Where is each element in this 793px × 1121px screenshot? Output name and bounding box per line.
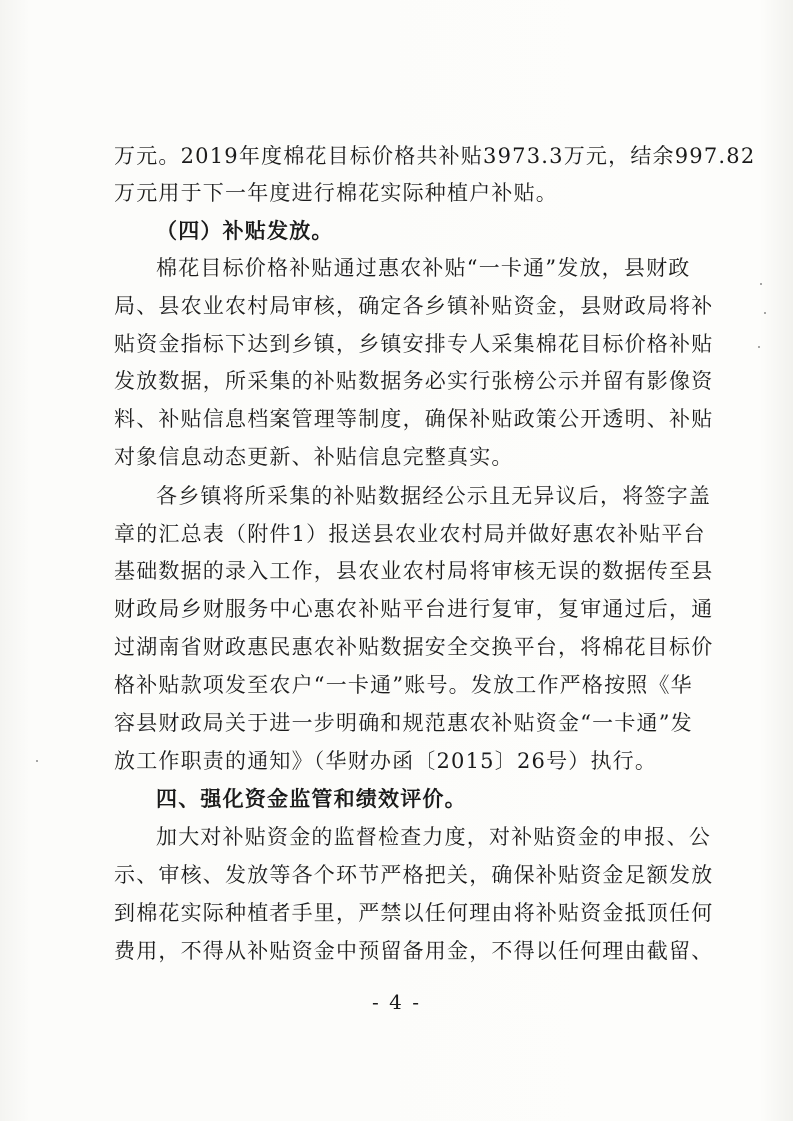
scan-speck: [758, 346, 760, 348]
paragraph-line: 料、补贴信息档案管理等制度，确保补贴政策公开透明、补贴: [114, 407, 714, 431]
paragraph-line: 过湖南省财政惠民惠农补贴数据安全交换平台，将棉花目标价: [114, 635, 714, 659]
paragraph-line: 贴资金指标下达到乡镇，乡镇安排专人采集棉花目标价格补贴: [114, 332, 714, 356]
section-heading: 四、强化资金监管和绩效评价。: [156, 787, 467, 811]
paragraph-line: 到棉花实际种植者手里，严禁以任何理由将补贴资金抵顶任何: [114, 901, 714, 925]
paragraph-line: 放工作职责的通知》（华财办函〔2015〕26号）执行。: [114, 749, 658, 773]
paragraph-line: 格补贴款项发至农户“一卡通”账号。发放工作严格按照《华: [114, 673, 693, 697]
section-heading: （四）补贴发放。: [156, 219, 334, 243]
paragraph-line: 容县财政局关于进一步明确和规范惠农补贴资金“一卡通”发: [114, 711, 693, 735]
paragraph-line: 基础数据的录入工作，县农业农村局将审核无误的数据传至县: [114, 559, 714, 583]
paragraph-line: 万元。2019年度棉花目标价格共补贴3973.3万元，结余997.82: [114, 144, 756, 168]
scan-speck: [760, 283, 762, 285]
scan-speck: [36, 760, 38, 762]
paragraph-line: 对象信息动态更新、补贴信息完整真实。: [114, 445, 514, 469]
paragraph-line: 示、审核、发放等各个环节严格把关，确保补贴资金足额发放: [114, 863, 714, 887]
paragraph-line: 财政局乡财服务中心惠农补贴平台进行复审，复审通过后，通: [114, 597, 714, 621]
paragraph-line: 费用，不得从补贴资金中预留备用金，不得以任何理由截留、: [114, 939, 714, 963]
paragraph-line: 章的汇总表（附件1）报送县农业农村局并做好惠农补贴平台: [114, 522, 706, 546]
paragraph-line: 局、县农业农村局审核，确定各乡镇补贴资金，县财政局将补: [114, 294, 714, 318]
page-number: - 4 -: [372, 990, 421, 1014]
paragraph-line: 加大对补贴资金的监督检查力度，对补贴资金的申报、公: [156, 825, 711, 849]
paragraph-line: 棉花目标价格补贴通过惠农补贴“一卡通”发放，县财政: [156, 256, 691, 280]
paragraph-line: 发放数据，所采集的补贴数据务必实行张榜公示并留有影像资: [114, 369, 714, 393]
paragraph-line: 各乡镇将所采集的补贴数据经公示且无异议后，将签字盖: [156, 484, 711, 508]
scan-speck: [764, 312, 766, 314]
paragraph-line: 万元用于下一年度进行棉花实际种植户补贴。: [114, 181, 558, 205]
